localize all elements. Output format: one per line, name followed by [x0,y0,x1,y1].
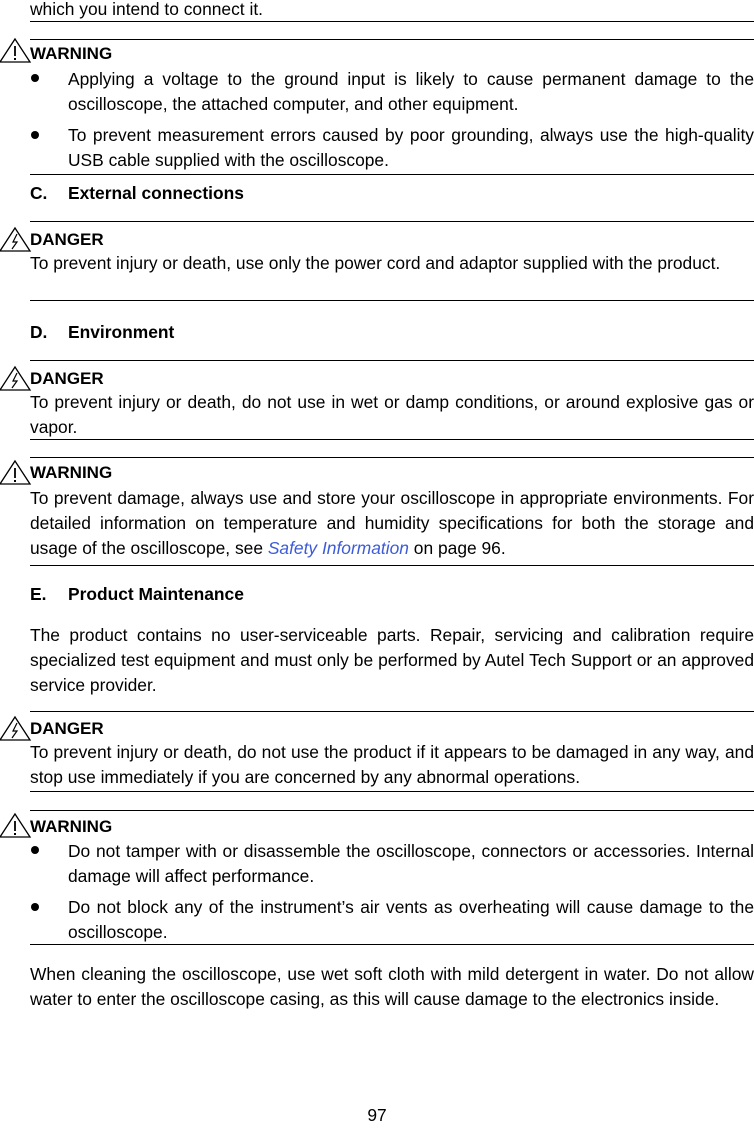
page-number: 97 [367,1105,387,1125]
divider [30,565,754,566]
warning-bullet-text: Do not tamper with or disassemble the oscilloscope, connectors or accessories. Internal damage will affect performance. [68,841,754,886]
electric-hazard-icon [0,715,32,741]
bullet [30,73,44,87]
section-title: External connections [68,183,244,203]
section-letter: E. [30,584,47,604]
continued-text: which you intend to connect it. [30,0,263,19]
divider [30,300,754,301]
divider [30,711,754,712]
warning-text-part: on page 96. [408,538,506,558]
section-letter: D. [30,322,48,342]
divider [30,810,754,811]
divider [30,174,754,175]
electric-hazard-icon [0,365,32,391]
warning-bullet-text: To prevent measurement errors caused by poor grounding, always use the high-quality USB cable supplied with the oscilloscope. [68,125,754,170]
divider [30,457,754,458]
danger-text: To prevent injury or death, do not use in wet or damp conditions, or around explosive gas or vapor. [30,392,754,437]
danger-label: DANGER [30,369,104,388]
warning-triangle-icon [0,37,32,63]
warning-bullet-text: Applying a voltage to the ground input is likely to cause permanent damage to the oscilloscope, the attached computer, and other equipment. [68,69,754,114]
divider [30,39,754,40]
divider [30,439,754,440]
danger-text: To prevent injury or death, use only the power cord and adaptor supplied with the product. [30,253,721,273]
bullet [30,902,44,916]
warning-label: WARNING [30,817,113,836]
divider [30,360,754,361]
divider [30,221,754,222]
divider [30,944,754,945]
danger-text: To prevent injury or death, do not use the product if it appears to be damaged in any way, and stop use immediately if you are concerned by any abnormal operations. [30,742,754,787]
warning-label: WARNING [30,463,113,482]
warning-text-part: To prevent damage, always use and store your oscilloscope in appropriate environments. For detailed information on temperature and humidity specifications for both the storage and usage of the oscilloscope, see [30,488,754,558]
maintenance-paragraph: The product contains no user-serviceable parts. Repair, servicing and calibration require specialized test equipment and must only be performed by Autel Tech Support or an approved service provider. [30,625,754,695]
section-letter: C. [30,183,48,203]
section-title: Product Maintenance [68,584,244,604]
warning-text [30,486,754,561]
warning-triangle-icon [0,812,32,838]
danger-label: DANGER [30,719,104,738]
cleaning-paragraph: When cleaning the oscilloscope, use wet soft cloth with mild detergent in water. Do not allow water to enter the oscilloscope casing, as this will cause damage to the electronics inside. [30,964,754,1009]
warning-label: WARNING [30,44,113,63]
safety-information-link[interactable]: Safety Information [267,538,409,558]
electric-hazard-icon [0,226,32,252]
divider [30,791,754,792]
warning-bullet-text: Do not block any of the instrument’s air vents as overheating will cause damage to the oscilloscope. [68,897,754,942]
bullet [30,130,44,144]
bullet [30,845,44,859]
divider [30,21,754,22]
danger-label: DANGER [30,230,104,249]
section-title: Environment [68,322,175,342]
warning-triangle-icon [0,459,32,485]
